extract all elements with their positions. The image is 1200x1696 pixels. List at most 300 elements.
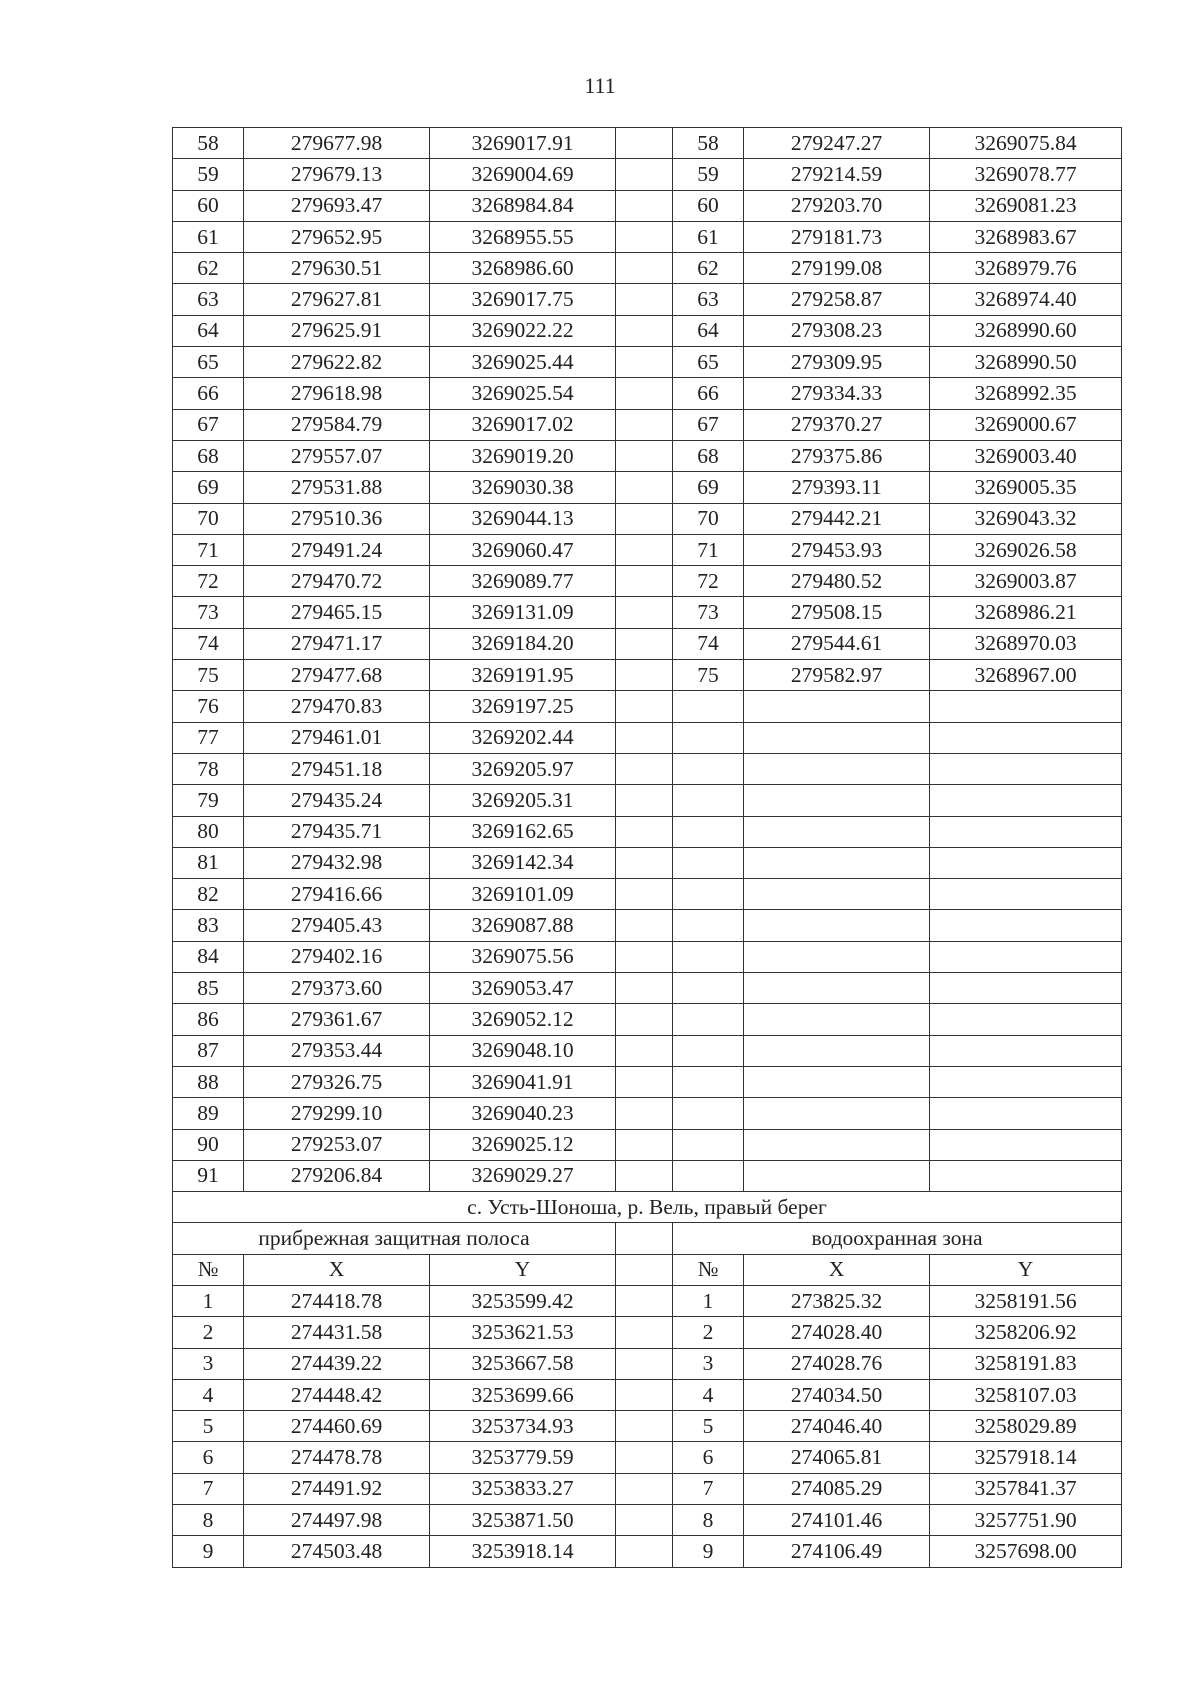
table-row — [173, 660, 1122, 691]
table-row — [173, 847, 1122, 878]
y-left: 3269048.10 — [430, 1035, 616, 1066]
separator-cell — [616, 1160, 673, 1191]
separator-cell — [616, 1505, 673, 1536]
point-number-right — [673, 1098, 744, 1129]
x-right — [744, 941, 930, 972]
point-number-left: 88 — [173, 1066, 244, 1097]
y-right: 3269026.58 — [930, 534, 1122, 565]
x-right: 279308.23 — [744, 315, 930, 346]
point-number-right: 71 — [673, 534, 744, 565]
point-number-right: 73 — [673, 597, 744, 628]
point-number-left: 2 — [173, 1317, 244, 1348]
y-left: 3269191.95 — [430, 660, 616, 691]
point-number-right — [673, 847, 744, 878]
x-left: 279630.51 — [244, 253, 430, 284]
x-left: 279531.88 — [244, 472, 430, 503]
x-left: 279652.95 — [244, 221, 430, 252]
table-row — [173, 941, 1122, 972]
separator-cell — [616, 597, 673, 628]
y-left: 3268984.84 — [430, 190, 616, 221]
table-row — [173, 910, 1122, 941]
point-number-right: 74 — [673, 628, 744, 659]
separator-cell — [616, 1129, 673, 1160]
separator-cell — [616, 1379, 673, 1410]
y-right: 3268992.35 — [930, 378, 1122, 409]
x-left: 279470.72 — [244, 566, 430, 597]
separator-cell — [616, 941, 673, 972]
point-number-left: 84 — [173, 941, 244, 972]
x-right: 279199.08 — [744, 253, 930, 284]
point-number-left: 3 — [173, 1348, 244, 1379]
x-left: 279584.79 — [244, 409, 430, 440]
separator-cell — [616, 1035, 673, 1066]
y-right — [930, 816, 1122, 847]
x-right: 279453.93 — [744, 534, 930, 565]
point-number-right: 68 — [673, 440, 744, 471]
point-number-left: 69 — [173, 472, 244, 503]
point-number-left: 87 — [173, 1035, 244, 1066]
y-right — [930, 1098, 1122, 1129]
point-number-right: 8 — [673, 1505, 744, 1536]
table-row — [173, 1442, 1122, 1473]
y-right — [930, 753, 1122, 784]
x-left: 279471.17 — [244, 628, 430, 659]
x-right — [744, 785, 930, 816]
point-number-left: 66 — [173, 378, 244, 409]
table-row — [173, 691, 1122, 722]
point-number-right: 1 — [673, 1285, 744, 1316]
section-title: с. Усть-Шоноша, р. Вель, правый берег — [173, 1192, 1122, 1223]
point-number-left: 81 — [173, 847, 244, 878]
separator-cell — [616, 1066, 673, 1097]
table-row — [173, 1473, 1122, 1504]
y-right: 3269075.84 — [930, 128, 1122, 159]
y-left: 3253871.50 — [430, 1505, 616, 1536]
table-row — [173, 190, 1122, 221]
point-number-left: 77 — [173, 722, 244, 753]
point-number-right: 66 — [673, 378, 744, 409]
x-right: 279309.95 — [744, 347, 930, 378]
point-number-left: 68 — [173, 440, 244, 471]
point-number-right — [673, 879, 744, 910]
y-left: 3269025.54 — [430, 378, 616, 409]
point-number-right — [673, 941, 744, 972]
y-right: 3268986.21 — [930, 597, 1122, 628]
point-number-left: 80 — [173, 816, 244, 847]
separator-cell — [616, 221, 673, 252]
x-left: 279405.43 — [244, 910, 430, 941]
y-right: 3268974.40 — [930, 284, 1122, 315]
y-right: 3269043.32 — [930, 503, 1122, 534]
table-row — [173, 973, 1122, 1004]
table-row — [173, 159, 1122, 190]
point-number-left: 74 — [173, 628, 244, 659]
y-right: 3258107.03 — [930, 1379, 1122, 1410]
y-right: 3258191.83 — [930, 1348, 1122, 1379]
x-left: 279510.36 — [244, 503, 430, 534]
separator-cell — [616, 1317, 673, 1348]
separator-cell — [616, 472, 673, 503]
y-left: 3269017.02 — [430, 409, 616, 440]
x-right — [744, 973, 930, 1004]
table-row — [173, 1035, 1122, 1066]
y-left: 3253918.14 — [430, 1536, 616, 1567]
x-left: 279679.13 — [244, 159, 430, 190]
x-left: 279622.82 — [244, 347, 430, 378]
separator-cell — [616, 973, 673, 1004]
x-left: 279326.75 — [244, 1066, 430, 1097]
y-left: 3253779.59 — [430, 1442, 616, 1473]
x-right: 274028.40 — [744, 1317, 930, 1348]
table-row — [173, 472, 1122, 503]
table-row — [173, 785, 1122, 816]
separator-cell — [616, 1536, 673, 1567]
y-left: 3269022.22 — [430, 315, 616, 346]
x-left: 279206.84 — [244, 1160, 430, 1191]
x-right — [744, 1066, 930, 1097]
x-left: 279353.44 — [244, 1035, 430, 1066]
point-number-left: 64 — [173, 315, 244, 346]
x-right: 279480.52 — [744, 566, 930, 597]
point-number-left: 90 — [173, 1129, 244, 1160]
header-y-left: Y — [430, 1254, 616, 1285]
point-number-left: 8 — [173, 1505, 244, 1536]
x-left: 279465.15 — [244, 597, 430, 628]
point-number-right: 59 — [673, 159, 744, 190]
table-row — [173, 722, 1122, 753]
section2-rows — [173, 1285, 1122, 1567]
x-right: 274034.50 — [744, 1379, 930, 1410]
point-number-right — [673, 1129, 744, 1160]
x-right — [744, 722, 930, 753]
separator-cell — [616, 503, 673, 534]
y-left: 3269205.31 — [430, 785, 616, 816]
separator-cell — [616, 347, 673, 378]
separator-cell — [616, 1254, 673, 1285]
header-y-right: Y — [930, 1254, 1122, 1285]
separator-cell — [616, 847, 673, 878]
x-left: 274478.78 — [244, 1442, 430, 1473]
table-row — [173, 1505, 1122, 1536]
x-right — [744, 1035, 930, 1066]
separator-cell — [616, 284, 673, 315]
left-subheader: прибрежная защитная полоса — [173, 1223, 616, 1254]
point-number-left: 4 — [173, 1379, 244, 1410]
separator-cell — [616, 378, 673, 409]
y-left: 3269202.44 — [430, 722, 616, 753]
x-right: 279375.86 — [744, 440, 930, 471]
point-number-right: 60 — [673, 190, 744, 221]
table-row — [173, 1285, 1122, 1316]
point-number-right: 9 — [673, 1536, 744, 1567]
point-number-left: 1 — [173, 1285, 244, 1316]
y-right: 3257841.37 — [930, 1473, 1122, 1504]
point-number-right: 65 — [673, 347, 744, 378]
x-right: 279442.21 — [744, 503, 930, 534]
point-number-left: 79 — [173, 785, 244, 816]
separator-cell — [616, 1223, 673, 1254]
y-left: 3269019.20 — [430, 440, 616, 471]
separator-cell — [616, 566, 673, 597]
y-left: 3269041.91 — [430, 1066, 616, 1097]
separator-cell — [616, 440, 673, 471]
point-number-left: 71 — [173, 534, 244, 565]
y-left: 3269004.69 — [430, 159, 616, 190]
point-number-left: 72 — [173, 566, 244, 597]
point-number-left: 82 — [173, 879, 244, 910]
x-right — [744, 1129, 930, 1160]
y-right — [930, 1004, 1122, 1035]
y-right — [930, 1035, 1122, 1066]
separator-cell — [616, 753, 673, 784]
x-right — [744, 847, 930, 878]
y-right: 3257918.14 — [930, 1442, 1122, 1473]
point-number-right — [673, 910, 744, 941]
table-row — [173, 1348, 1122, 1379]
y-right — [930, 1129, 1122, 1160]
table-row — [173, 1317, 1122, 1348]
y-right — [930, 691, 1122, 722]
separator-cell — [616, 1442, 673, 1473]
y-right — [930, 973, 1122, 1004]
point-number-right: 63 — [673, 284, 744, 315]
point-number-right: 4 — [673, 1379, 744, 1410]
x-right: 279393.11 — [744, 472, 930, 503]
x-right: 274065.81 — [744, 1442, 930, 1473]
separator-cell — [616, 1285, 673, 1316]
coordinates-table — [172, 127, 1122, 1568]
point-number-right — [673, 1160, 744, 1191]
point-number-left: 89 — [173, 1098, 244, 1129]
table-row — [173, 315, 1122, 346]
x-right: 274106.49 — [744, 1536, 930, 1567]
y-right — [930, 941, 1122, 972]
y-right: 3269005.35 — [930, 472, 1122, 503]
separator-cell — [616, 1004, 673, 1035]
y-left: 3269205.97 — [430, 753, 616, 784]
y-left: 3269142.34 — [430, 847, 616, 878]
y-left: 3253667.58 — [430, 1348, 616, 1379]
x-left: 279625.91 — [244, 315, 430, 346]
y-right — [930, 722, 1122, 753]
separator-cell — [616, 1473, 673, 1504]
y-right: 3269000.67 — [930, 409, 1122, 440]
x-right: 279582.97 — [744, 660, 930, 691]
separator-cell — [616, 628, 673, 659]
y-right: 3258206.92 — [930, 1317, 1122, 1348]
y-left: 3269029.27 — [430, 1160, 616, 1191]
header-x-right: X — [744, 1254, 930, 1285]
separator-cell — [616, 1098, 673, 1129]
x-left: 279253.07 — [244, 1129, 430, 1160]
table-row — [173, 253, 1122, 284]
header-num-left: № — [173, 1254, 244, 1285]
x-left: 279432.98 — [244, 847, 430, 878]
y-right: 3269003.87 — [930, 566, 1122, 597]
point-number-right — [673, 816, 744, 847]
x-left: 274448.42 — [244, 1379, 430, 1410]
x-right: 279181.73 — [744, 221, 930, 252]
table-row — [173, 816, 1122, 847]
x-left: 279299.10 — [244, 1098, 430, 1129]
y-left: 3269162.65 — [430, 816, 616, 847]
y-left: 3269017.75 — [430, 284, 616, 315]
y-right: 3258029.89 — [930, 1411, 1122, 1442]
point-number-left: 78 — [173, 753, 244, 784]
y-right — [930, 1066, 1122, 1097]
x-right: 279203.70 — [744, 190, 930, 221]
point-number-left: 86 — [173, 1004, 244, 1035]
point-number-right: 6 — [673, 1442, 744, 1473]
x-right: 274085.29 — [744, 1473, 930, 1504]
table-row — [173, 1098, 1122, 1129]
separator-cell — [616, 691, 673, 722]
table-row — [173, 1411, 1122, 1442]
x-left: 279477.68 — [244, 660, 430, 691]
table-row — [173, 128, 1122, 159]
y-left: 3269025.44 — [430, 347, 616, 378]
x-right: 279544.61 — [744, 628, 930, 659]
point-number-left: 62 — [173, 253, 244, 284]
point-number-right: 70 — [673, 503, 744, 534]
x-left: 274439.22 — [244, 1348, 430, 1379]
y-right — [930, 785, 1122, 816]
point-number-right — [673, 973, 744, 1004]
x-right — [744, 1160, 930, 1191]
point-number-right: 64 — [673, 315, 744, 346]
y-left: 3269089.77 — [430, 566, 616, 597]
table-row — [173, 566, 1122, 597]
point-number-right: 2 — [673, 1317, 744, 1348]
point-number-left: 58 — [173, 128, 244, 159]
y-right: 3257698.00 — [930, 1536, 1122, 1567]
x-left: 279461.01 — [244, 722, 430, 753]
point-number-right — [673, 785, 744, 816]
y-left: 3253699.66 — [430, 1379, 616, 1410]
x-right — [744, 879, 930, 910]
y-right: 3257751.90 — [930, 1505, 1122, 1536]
separator-cell — [616, 190, 673, 221]
x-right: 279508.15 — [744, 597, 930, 628]
point-number-right: 75 — [673, 660, 744, 691]
y-left: 3268955.55 — [430, 221, 616, 252]
point-number-left: 91 — [173, 1160, 244, 1191]
y-right: 3269078.77 — [930, 159, 1122, 190]
x-left: 274497.98 — [244, 1505, 430, 1536]
y-left: 3269087.88 — [430, 910, 616, 941]
point-number-left: 6 — [173, 1442, 244, 1473]
separator-cell — [616, 1411, 673, 1442]
x-left: 279627.81 — [244, 284, 430, 315]
y-right: 3268990.60 — [930, 315, 1122, 346]
table-row — [173, 284, 1122, 315]
table-row — [173, 1536, 1122, 1567]
point-number-right — [673, 1004, 744, 1035]
x-left: 279693.47 — [244, 190, 430, 221]
x-left: 279373.60 — [244, 973, 430, 1004]
point-number-left: 75 — [173, 660, 244, 691]
point-number-right: 62 — [673, 253, 744, 284]
point-number-right: 58 — [673, 128, 744, 159]
point-number-left: 63 — [173, 284, 244, 315]
y-left: 3269184.20 — [430, 628, 616, 659]
y-left: 3253734.93 — [430, 1411, 616, 1442]
section2-header — [173, 1192, 1122, 1286]
point-number-right: 61 — [673, 221, 744, 252]
x-left: 279402.16 — [244, 941, 430, 972]
x-right — [744, 1004, 930, 1035]
point-number-left: 5 — [173, 1411, 244, 1442]
y-left: 3253621.53 — [430, 1317, 616, 1348]
point-number-left: 76 — [173, 691, 244, 722]
x-left: 279451.18 — [244, 753, 430, 784]
y-right: 3269003.40 — [930, 440, 1122, 471]
y-right: 3268983.67 — [930, 221, 1122, 252]
y-right — [930, 879, 1122, 910]
x-left: 279618.98 — [244, 378, 430, 409]
table-row — [173, 1066, 1122, 1097]
y-left: 3269040.23 — [430, 1098, 616, 1129]
page-number: 111 — [584, 73, 616, 98]
y-left: 3269101.09 — [430, 879, 616, 910]
separator-cell — [616, 534, 673, 565]
y-left: 3269030.38 — [430, 472, 616, 503]
x-left: 279491.24 — [244, 534, 430, 565]
point-number-left: 9 — [173, 1536, 244, 1567]
header-x-left: X — [244, 1254, 430, 1285]
x-right: 279334.33 — [744, 378, 930, 409]
y-right: 3268990.50 — [930, 347, 1122, 378]
x-left: 279557.07 — [244, 440, 430, 471]
x-right: 274101.46 — [744, 1505, 930, 1536]
point-number-right: 72 — [673, 566, 744, 597]
x-left: 274418.78 — [244, 1285, 430, 1316]
point-number-left: 59 — [173, 159, 244, 190]
x-right — [744, 691, 930, 722]
y-left: 3269075.56 — [430, 941, 616, 972]
x-left: 274460.69 — [244, 1411, 430, 1442]
point-number-left: 65 — [173, 347, 244, 378]
table-row — [173, 1160, 1122, 1191]
x-left: 274503.48 — [244, 1536, 430, 1567]
y-left: 3269197.25 — [430, 691, 616, 722]
point-number-left: 61 — [173, 221, 244, 252]
table-row — [173, 534, 1122, 565]
y-right — [930, 1160, 1122, 1191]
right-subheader: водоохранная зона — [673, 1223, 1122, 1254]
x-right — [744, 816, 930, 847]
x-right: 279258.87 — [744, 284, 930, 315]
x-right — [744, 753, 930, 784]
point-number-right: 67 — [673, 409, 744, 440]
x-right: 273825.32 — [744, 1285, 930, 1316]
point-number-right: 69 — [673, 472, 744, 503]
y-left: 3253599.42 — [430, 1285, 616, 1316]
separator-cell — [616, 253, 673, 284]
point-number-left: 67 — [173, 409, 244, 440]
x-left: 274491.92 — [244, 1473, 430, 1504]
separator-cell — [616, 128, 673, 159]
y-right: 3269081.23 — [930, 190, 1122, 221]
header-num-right: № — [673, 1254, 744, 1285]
table-row — [173, 347, 1122, 378]
point-number-left: 83 — [173, 910, 244, 941]
separator-cell — [616, 722, 673, 753]
x-left: 274431.58 — [244, 1317, 430, 1348]
y-right: 3258191.56 — [930, 1285, 1122, 1316]
y-left: 3269053.47 — [430, 973, 616, 1004]
point-number-left: 7 — [173, 1473, 244, 1504]
